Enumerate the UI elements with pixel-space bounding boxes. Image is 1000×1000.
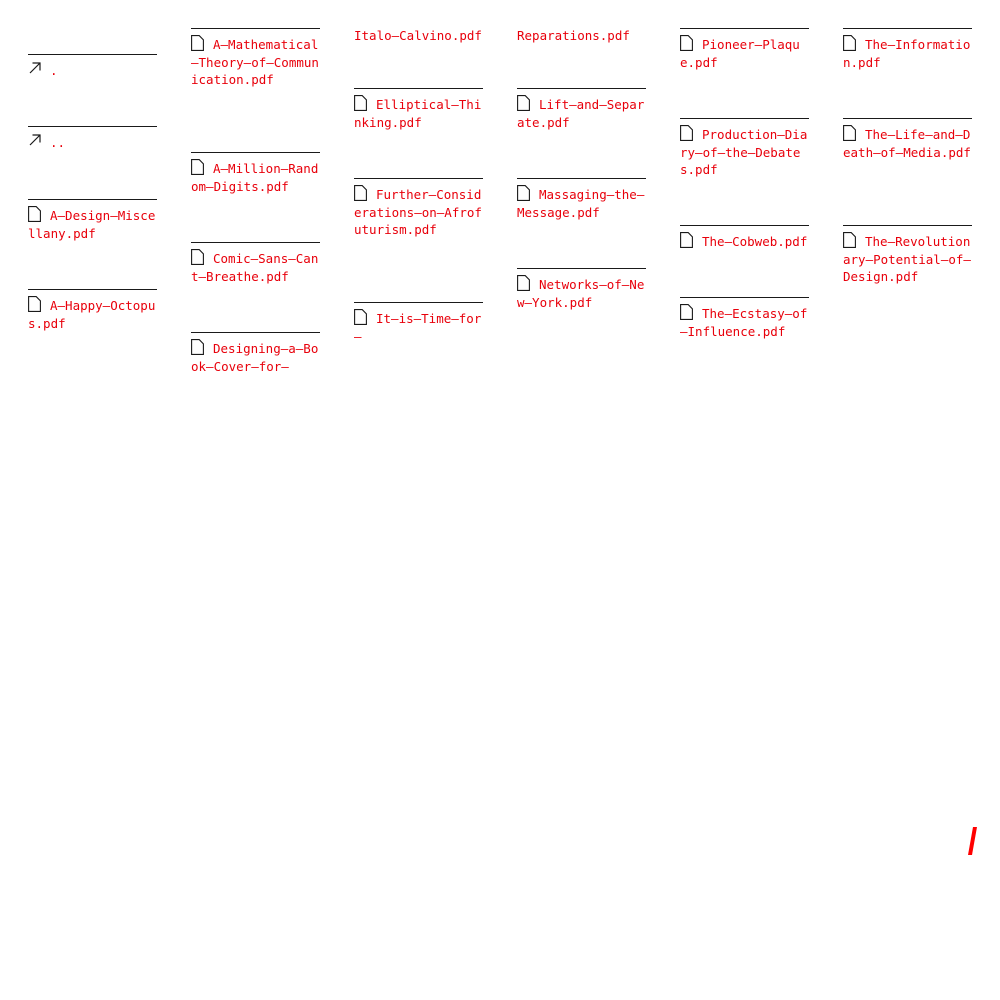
file-link[interactable] [680,118,809,179]
file-icon [517,185,531,201]
file-icon [191,35,205,51]
file-link[interactable] [191,28,320,89]
entry-label: The–Revolutionary–Potential–of–Design.pdf [843,234,971,284]
entry-label: Massaging–the–Message.pdf [517,187,645,220]
entry-label: It–is–Time–for– [354,311,482,344]
entry-label: Networks–of–New–York.pdf [517,277,645,310]
file-link[interactable] [354,302,483,345]
file-link[interactable] [843,28,972,71]
file-link[interactable] [843,225,972,286]
file-icon [680,35,694,51]
entry-label: Italo–Calvino.pdf [354,28,482,43]
file-icon [354,185,368,201]
file-icon [191,339,205,355]
file-icon [191,249,205,265]
entry-label: The–Life–and–Death–of–Media.pdf [843,127,971,160]
file-icon [843,232,857,248]
entry-label: .. [50,135,66,150]
arrow-up-right-icon [28,61,42,77]
file-link[interactable] [28,199,157,242]
entry-label: The–Cobweb.pdf [702,234,808,249]
file-link[interactable] [191,242,320,285]
file-link[interactable] [680,28,809,71]
file-icon [843,125,857,141]
file-icon [28,296,42,312]
file-link[interactable] [28,289,157,332]
file-icon [680,232,694,248]
file-icon [354,95,368,111]
entry-label: Pioneer–Plaque.pdf [680,37,800,70]
entry-label: Elliptical–Thinking.pdf [354,97,482,130]
entry-label: Comic–Sans–Cant–Breathe.pdf [191,251,319,284]
file-icon [191,159,205,175]
file-link[interactable] [517,268,646,311]
file-icon [28,206,42,222]
file-link[interactable] [843,118,972,161]
file-icon [517,275,531,291]
file-link[interactable] [354,88,483,131]
parent-link-up[interactable] [28,126,157,152]
file-link[interactable] [517,88,646,131]
arrow-up-right-icon [28,133,42,149]
file-link[interactable] [354,20,483,45]
parent-link-current[interactable] [28,54,157,80]
entry-label: A–Mathematical–Theory–of–Communication.pdf [191,37,319,87]
file-icon [680,125,694,141]
entry-label: Reparations.pdf [517,28,630,43]
entry-label: A–Million–Random–Digits.pdf [191,161,319,194]
entry-label: Further–Considerations–on–Afrofuturism.pdf [354,187,482,237]
file-link[interactable] [191,332,320,375]
entry-label: Lift–and–Separate.pdf [517,97,645,130]
entry-label: A–Design–Miscellany.pdf [28,208,156,241]
file-icon [680,304,694,320]
file-icon [354,309,368,325]
file-link[interactable] [680,297,809,340]
file-icon [517,95,531,111]
entry-label: The–Ecstasy–of–Influence.pdf [680,306,808,339]
cursor-mark [966,826,978,856]
entry-label: A–Happy–Octopus.pdf [28,298,156,331]
entry-label: . [50,63,58,78]
file-link[interactable] [517,20,646,45]
file-link[interactable] [191,152,320,195]
file-link[interactable] [680,225,809,251]
entry-label: The–Information.pdf [843,37,971,70]
entry-label: Production–Diary–of–the–Debates.pdf [680,127,808,177]
file-link[interactable] [354,178,483,239]
file-link[interactable] [517,178,646,221]
file-icon [843,35,857,51]
entry-label: Designing–a–Book–Cover–for– [191,341,319,374]
